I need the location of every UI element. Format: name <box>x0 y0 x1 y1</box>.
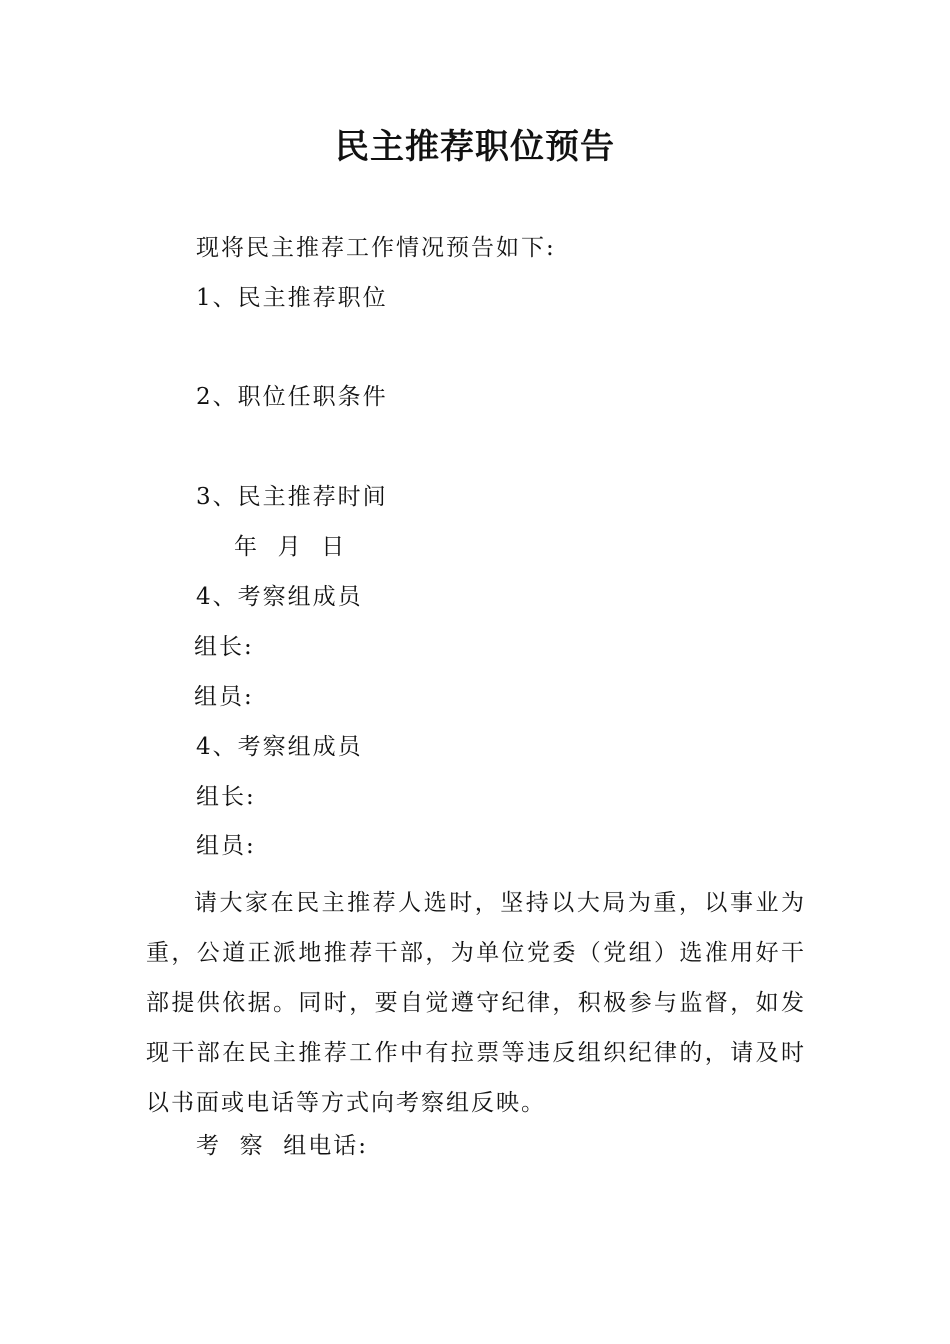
members-label-second: 组员: <box>196 833 256 859</box>
item-4-heading-second: 4、考察组成员 <box>196 734 363 760</box>
members-label-first: 组员: <box>194 684 254 710</box>
date-line: 年 月 日 <box>234 534 347 560</box>
leader-label-second: 组长: <box>196 784 256 810</box>
item-3-heading: 3、民主推荐时间 <box>196 484 388 510</box>
item-2-heading: 2、职位任职条件 <box>196 384 388 410</box>
item-4-heading-first: 4、考察组成员 <box>196 584 363 610</box>
body-paragraph: 请大家在民主推荐人选时，坚持以大局为重，以事业为重，公道正派地推荐干部，为单位党委（党组）选准用好干部提供依据。同时，要自觉遵守纪律，积极参与监督，如发现干部在民主推荐工作中有拉票等违反组织纪律的，请及时以书面或电话等方式向考察组反映。 <box>146 890 806 1116</box>
leader-label-first: 组长: <box>194 634 254 660</box>
document-title: 民主推荐职位预告 <box>335 127 615 167</box>
intro-line: 现将民主推荐工作情况预告如下: <box>196 235 556 261</box>
item-1-heading: 1、民主推荐职位 <box>196 285 388 311</box>
contact-line: 考 察 组电话: <box>196 1133 368 1159</box>
